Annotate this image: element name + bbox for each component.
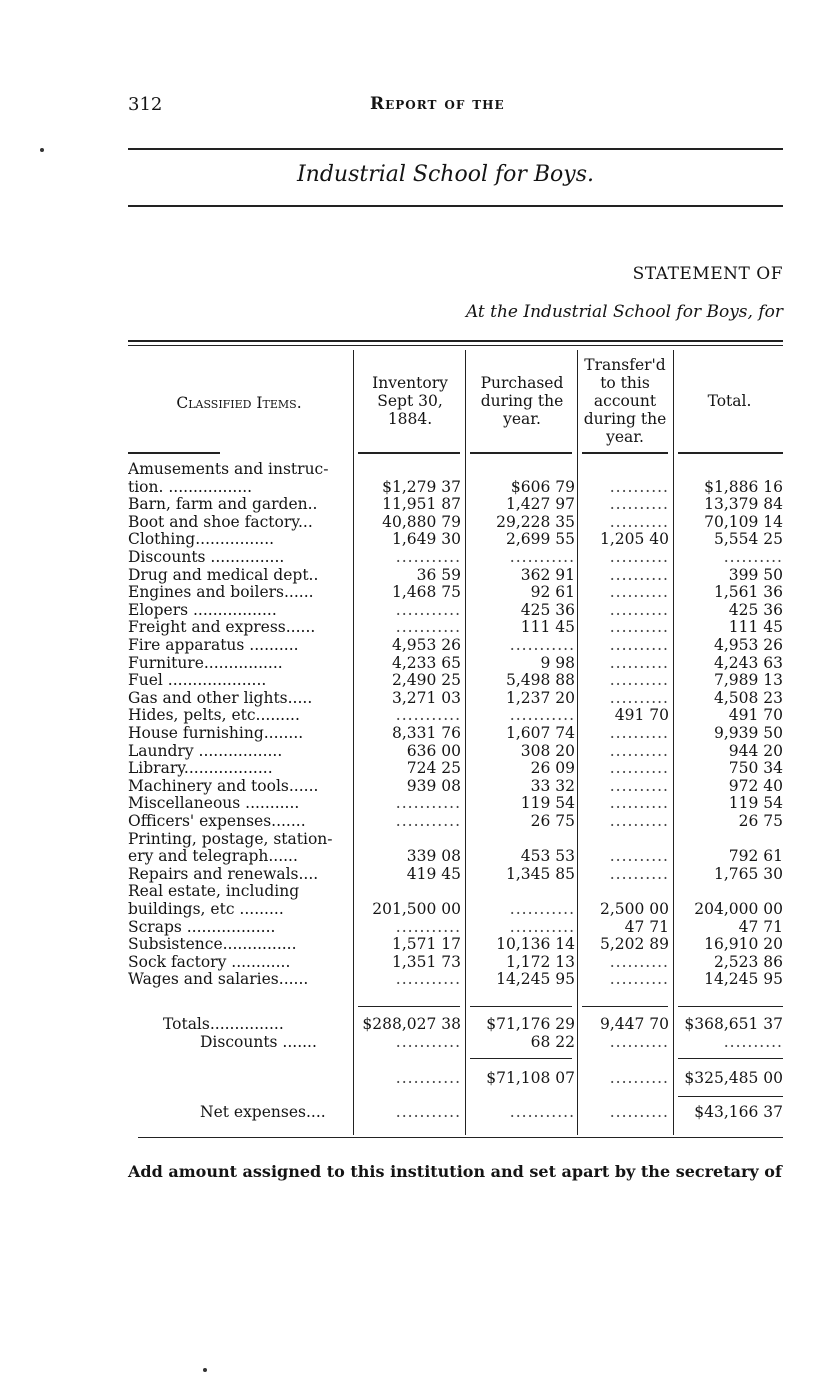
- row-label: Barn, farm and garden..: [128, 495, 318, 514]
- header-rule: [470, 452, 572, 454]
- row-label: Officers' expenses.......: [128, 812, 306, 830]
- cell-transferred: ..........: [609, 548, 669, 566]
- cell-purchased: 26 09: [530, 759, 575, 778]
- table-row: [128, 918, 783, 936]
- header-rule: [582, 452, 668, 454]
- subtotal-purchased: $71,108 07: [486, 1069, 575, 1087]
- cell-transferred: ..........: [609, 759, 669, 778]
- table-row: [128, 706, 783, 724]
- header-inventory: Inventory Sept 30, 1884.: [372, 374, 448, 428]
- table-row: [128, 618, 783, 636]
- cell-purchased: ...........: [509, 548, 575, 566]
- cell-purchased: 1,172 13: [505, 952, 575, 971]
- row-label: Scraps ..................: [128, 917, 276, 936]
- cell-transferred: ..........: [609, 776, 669, 795]
- row-label: Hides, pelts, etc.........: [128, 706, 300, 725]
- cell-purchased: 453 53: [520, 847, 575, 866]
- table-row: [128, 583, 783, 601]
- statement-title: STATEMENT OF: [632, 264, 783, 284]
- statement-subtitle: At the Industrial School for Boys, for: [465, 302, 783, 322]
- cell-purchased: 10,136 14: [496, 935, 575, 954]
- cell-transferred: ..........: [609, 653, 669, 672]
- cell-inventory: 939 08: [406, 776, 461, 795]
- cell-total: 792 61: [728, 847, 783, 866]
- cell-transferred: ..........: [609, 495, 669, 514]
- cell-inventory: ...........: [395, 618, 461, 637]
- cell-transferred: ..........: [609, 688, 669, 707]
- cell-transferred: ..........: [609, 512, 669, 531]
- discounts-row: [128, 1033, 783, 1051]
- bottom-rule: [128, 205, 783, 207]
- totals-rule: [582, 1006, 668, 1007]
- cell-total: 750 34: [728, 759, 783, 778]
- net-total: $43,166 37: [694, 1103, 783, 1121]
- subtotal-inventory: ...........: [395, 1069, 461, 1087]
- cell-inventory: ...........: [395, 917, 461, 936]
- cell-purchased: 111 45: [520, 618, 575, 637]
- table-row: [128, 882, 783, 900]
- totals-inventory: $288,027 38: [362, 1015, 461, 1033]
- discounts-transferred: ..........: [609, 1033, 669, 1051]
- cell-transferred: ..........: [609, 565, 669, 584]
- cell-transferred: ..........: [609, 812, 669, 830]
- cell-total: 47 71: [738, 917, 783, 936]
- header-transferred: Transfer'd to this account during the year.: [583, 356, 667, 446]
- table-row: [128, 777, 783, 795]
- table-bottom-rule: [138, 1137, 783, 1138]
- cell-purchased: 2,699 55: [505, 530, 575, 549]
- row-label: Fuel ....................: [128, 671, 267, 690]
- cell-total: 14,245 95: [704, 970, 783, 989]
- cell-total: 111 45: [728, 618, 783, 637]
- cell-transferred: ..........: [609, 794, 669, 813]
- row-label: Subsistence...............: [128, 935, 297, 954]
- row-label: Drug and medical dept..: [128, 565, 319, 584]
- subtotal-rule: [678, 1058, 783, 1059]
- table-row: [128, 742, 783, 760]
- footer-text: Add amount assigned to this institution and set apart by the secretary of: [128, 1162, 782, 1181]
- table-row: [128, 671, 783, 689]
- table-row: [128, 724, 783, 742]
- running-title: Report of the: [370, 94, 505, 114]
- table-row: [128, 566, 783, 584]
- cell-transferred: ..........: [609, 741, 669, 760]
- cell-inventory: ...........: [395, 548, 461, 566]
- row-label: Machinery and tools......: [128, 776, 319, 795]
- table-top-rule-inner: [128, 345, 783, 346]
- cell-total: 1,765 30: [713, 864, 783, 883]
- cell-inventory: ...........: [395, 706, 461, 725]
- subtotal-rule: [470, 1058, 572, 1059]
- cell-total: 399 50: [728, 565, 783, 584]
- table-row: [128, 478, 783, 496]
- cell-inventory: ...........: [395, 794, 461, 813]
- subtotal-row: [128, 1069, 783, 1087]
- row-label: tion. .................: [128, 477, 253, 496]
- cell-purchased: 1,345 85: [505, 864, 575, 883]
- totals-rule: [678, 1006, 783, 1007]
- row-label: Miscellaneous ...........: [128, 794, 300, 813]
- cell-inventory: 724 25: [406, 759, 461, 778]
- row-label: Furniture................: [128, 653, 283, 672]
- cell-inventory: 1,351 73: [391, 952, 461, 971]
- table-row: [128, 900, 783, 918]
- cell-inventory: $1,279 37: [382, 477, 461, 496]
- cell-inventory: 1,468 75: [391, 583, 461, 602]
- header-total: Total.: [707, 392, 752, 410]
- table-row: [128, 830, 783, 848]
- table-top-rule: [128, 340, 783, 342]
- expense-table: [128, 340, 783, 1140]
- page-number: 312: [128, 94, 163, 115]
- cell-transferred: 47 71: [624, 917, 669, 936]
- cell-total: 491 70: [728, 706, 783, 725]
- cell-inventory: 36 59: [416, 565, 461, 584]
- row-label: ery and telegraph......: [128, 847, 298, 866]
- cell-transferred: ..........: [609, 970, 669, 989]
- table-row: [128, 601, 783, 619]
- cell-total: 425 36: [728, 600, 783, 619]
- row-label: House furnishing........: [128, 724, 304, 742]
- net-transferred: ..........: [609, 1103, 669, 1121]
- table-row: [128, 689, 783, 707]
- cell-transferred: ..........: [609, 864, 669, 883]
- cell-total: 4,508 23: [713, 688, 783, 707]
- row-label: Laundry .................: [128, 741, 283, 760]
- row-label: Sock factory ............: [128, 952, 291, 971]
- table-row: [128, 513, 783, 531]
- totals-rule: [358, 1006, 460, 1007]
- cell-total: $1,886 16: [704, 477, 783, 496]
- cell-inventory: 4,233 65: [391, 653, 461, 672]
- discounts-total: ..........: [723, 1033, 783, 1051]
- cell-purchased: $606 79: [510, 477, 575, 496]
- cell-total: 1,561 36: [713, 583, 783, 602]
- cell-inventory: 8,331 76: [391, 724, 461, 742]
- cell-purchased: 362 91: [520, 565, 575, 584]
- discounts-label: Discounts .......: [200, 1033, 317, 1051]
- cell-transferred: ..........: [609, 583, 669, 602]
- cell-inventory: 1,571 17: [391, 935, 461, 954]
- cell-purchased: 92 61: [530, 583, 575, 602]
- row-label: Boot and shoe factory...: [128, 512, 313, 531]
- cell-total: 13,379 84: [704, 495, 783, 514]
- cell-purchased: 26 75: [530, 812, 575, 830]
- cell-total: 5,554 25: [713, 530, 783, 549]
- discounts-purchased: 68 22: [530, 1033, 575, 1051]
- totals-purchased: $71,176 29: [486, 1015, 575, 1033]
- cell-total: 16,910 20: [704, 935, 783, 954]
- cell-transferred: ..........: [609, 600, 669, 619]
- header-rule: [128, 452, 220, 454]
- row-label: buildings, etc .........: [128, 900, 284, 918]
- cell-purchased: 308 20: [520, 741, 575, 760]
- table-row: [128, 847, 783, 865]
- cell-purchased: ...........: [509, 706, 575, 725]
- cell-total: 26 75: [738, 812, 783, 830]
- subtotal-total: $325,485 00: [684, 1069, 783, 1087]
- cell-transferred: ..........: [609, 724, 669, 742]
- row-label: Discounts ...............: [128, 548, 285, 566]
- discounts-inventory: ...........: [395, 1033, 461, 1051]
- table-row: [128, 953, 783, 971]
- table-row: [128, 636, 783, 654]
- net-row: [128, 1103, 783, 1121]
- cell-purchased: ...........: [509, 636, 575, 654]
- net-label: Net expenses....: [200, 1103, 326, 1121]
- table-row: [128, 548, 783, 566]
- row-label: Gas and other lights.....: [128, 688, 313, 707]
- header-classified-items: Classified Items.: [176, 394, 302, 412]
- cell-total: 2,523 86: [713, 952, 783, 971]
- table-row: [128, 812, 783, 830]
- cell-inventory: 636 00: [406, 741, 461, 760]
- scan-speck: [40, 148, 44, 152]
- cell-inventory: 1,649 30: [391, 530, 461, 549]
- cell-total: 204,000 00: [694, 900, 783, 918]
- cell-transferred: ..........: [609, 952, 669, 971]
- table-row: [128, 495, 783, 513]
- cell-inventory: 419 45: [406, 864, 461, 883]
- row-label: Elopers .................: [128, 600, 277, 619]
- cell-total: 4,243 63: [713, 653, 783, 672]
- row-label: Fire apparatus ..........: [128, 636, 299, 654]
- header-rule: [358, 452, 460, 454]
- cell-purchased: 1,427 97: [505, 495, 575, 514]
- table-row: [128, 935, 783, 953]
- row-label: Library..................: [128, 759, 273, 778]
- cell-total: 70,109 14: [704, 512, 783, 531]
- cell-transferred: ..........: [609, 671, 669, 690]
- table-row: [128, 759, 783, 777]
- cell-transferred: 5,202 89: [599, 935, 669, 954]
- cell-inventory: ...........: [395, 812, 461, 830]
- row-label: Engines and boilers......: [128, 583, 314, 602]
- table-row: [128, 865, 783, 883]
- header-rule: [678, 452, 783, 454]
- row-label: Wages and salaries......: [128, 970, 309, 989]
- row-label: Printing, postage, station-: [128, 829, 333, 848]
- net-rule: [678, 1096, 783, 1097]
- cell-purchased: 1,237 20: [505, 688, 575, 707]
- cell-purchased: 14,245 95: [496, 970, 575, 989]
- cell-inventory: 4,953 26: [391, 636, 461, 654]
- cell-inventory: ...........: [395, 970, 461, 989]
- cell-purchased: 33 32: [530, 776, 575, 795]
- top-rule: [128, 148, 783, 150]
- row-label: Freight and express......: [128, 618, 316, 637]
- section-subtitle: Industrial School for Boys.: [296, 162, 595, 187]
- cell-total: 119 54: [728, 794, 783, 813]
- cell-purchased: 9 98: [540, 653, 575, 672]
- totals-row: [128, 1015, 783, 1033]
- table-row: [128, 530, 783, 548]
- table-row: [128, 460, 783, 478]
- cell-inventory: 40,880 79: [382, 512, 461, 531]
- subtotal-transferred: ..........: [609, 1069, 669, 1087]
- cell-purchased: ...........: [509, 900, 575, 918]
- row-label: Amusements and instruc-: [128, 460, 329, 478]
- cell-total: 9,939 50: [713, 724, 783, 742]
- cell-transferred: ..........: [609, 618, 669, 637]
- cell-purchased: 119 54: [520, 794, 575, 813]
- cell-inventory: 339 08: [406, 847, 461, 866]
- cell-purchased: 425 36: [520, 600, 575, 619]
- cell-transferred: 491 70: [614, 706, 669, 725]
- cell-purchased: 5,498 88: [505, 671, 575, 690]
- row-label: Real estate, including: [128, 882, 300, 901]
- cell-inventory: 11,951 87: [382, 495, 461, 514]
- cell-purchased: 1,607 74: [505, 724, 575, 742]
- totals-label: Totals...............: [163, 1015, 284, 1033]
- cell-total: 972 40: [728, 776, 783, 795]
- cell-transferred: ..........: [609, 636, 669, 654]
- cell-inventory: 2,490 25: [391, 671, 461, 690]
- cell-transferred: 2,500 00: [599, 900, 669, 918]
- cell-total: 7,989 13: [713, 671, 783, 690]
- cell-total: 4,953 26: [713, 636, 783, 654]
- totals-transferred: 9,447 70: [599, 1015, 669, 1033]
- cell-transferred: ..........: [609, 847, 669, 866]
- totals-rule: [470, 1006, 572, 1007]
- totals-total: $368,651 37: [684, 1015, 783, 1033]
- cell-inventory: 3,271 03: [391, 688, 461, 707]
- scan-speck: [203, 1368, 207, 1372]
- cell-inventory: 201,500 00: [372, 900, 461, 918]
- cell-purchased: ...........: [509, 917, 575, 936]
- table-row: [128, 654, 783, 672]
- cell-transferred: 1,205 40: [599, 530, 669, 549]
- row-label: Repairs and renewals....: [128, 864, 319, 883]
- cell-inventory: ...........: [395, 600, 461, 619]
- table-row: [128, 970, 783, 988]
- table-row: [128, 794, 783, 812]
- net-purchased: ...........: [509, 1103, 575, 1121]
- header-purchased: Purchased during the year.: [480, 374, 564, 428]
- cell-total: ..........: [723, 548, 783, 566]
- net-inventory: ...........: [395, 1103, 461, 1121]
- row-label: Clothing................: [128, 530, 275, 549]
- cell-transferred: ..........: [609, 477, 669, 496]
- cell-total: 944 20: [728, 741, 783, 760]
- cell-purchased: 29,228 35: [496, 512, 575, 531]
